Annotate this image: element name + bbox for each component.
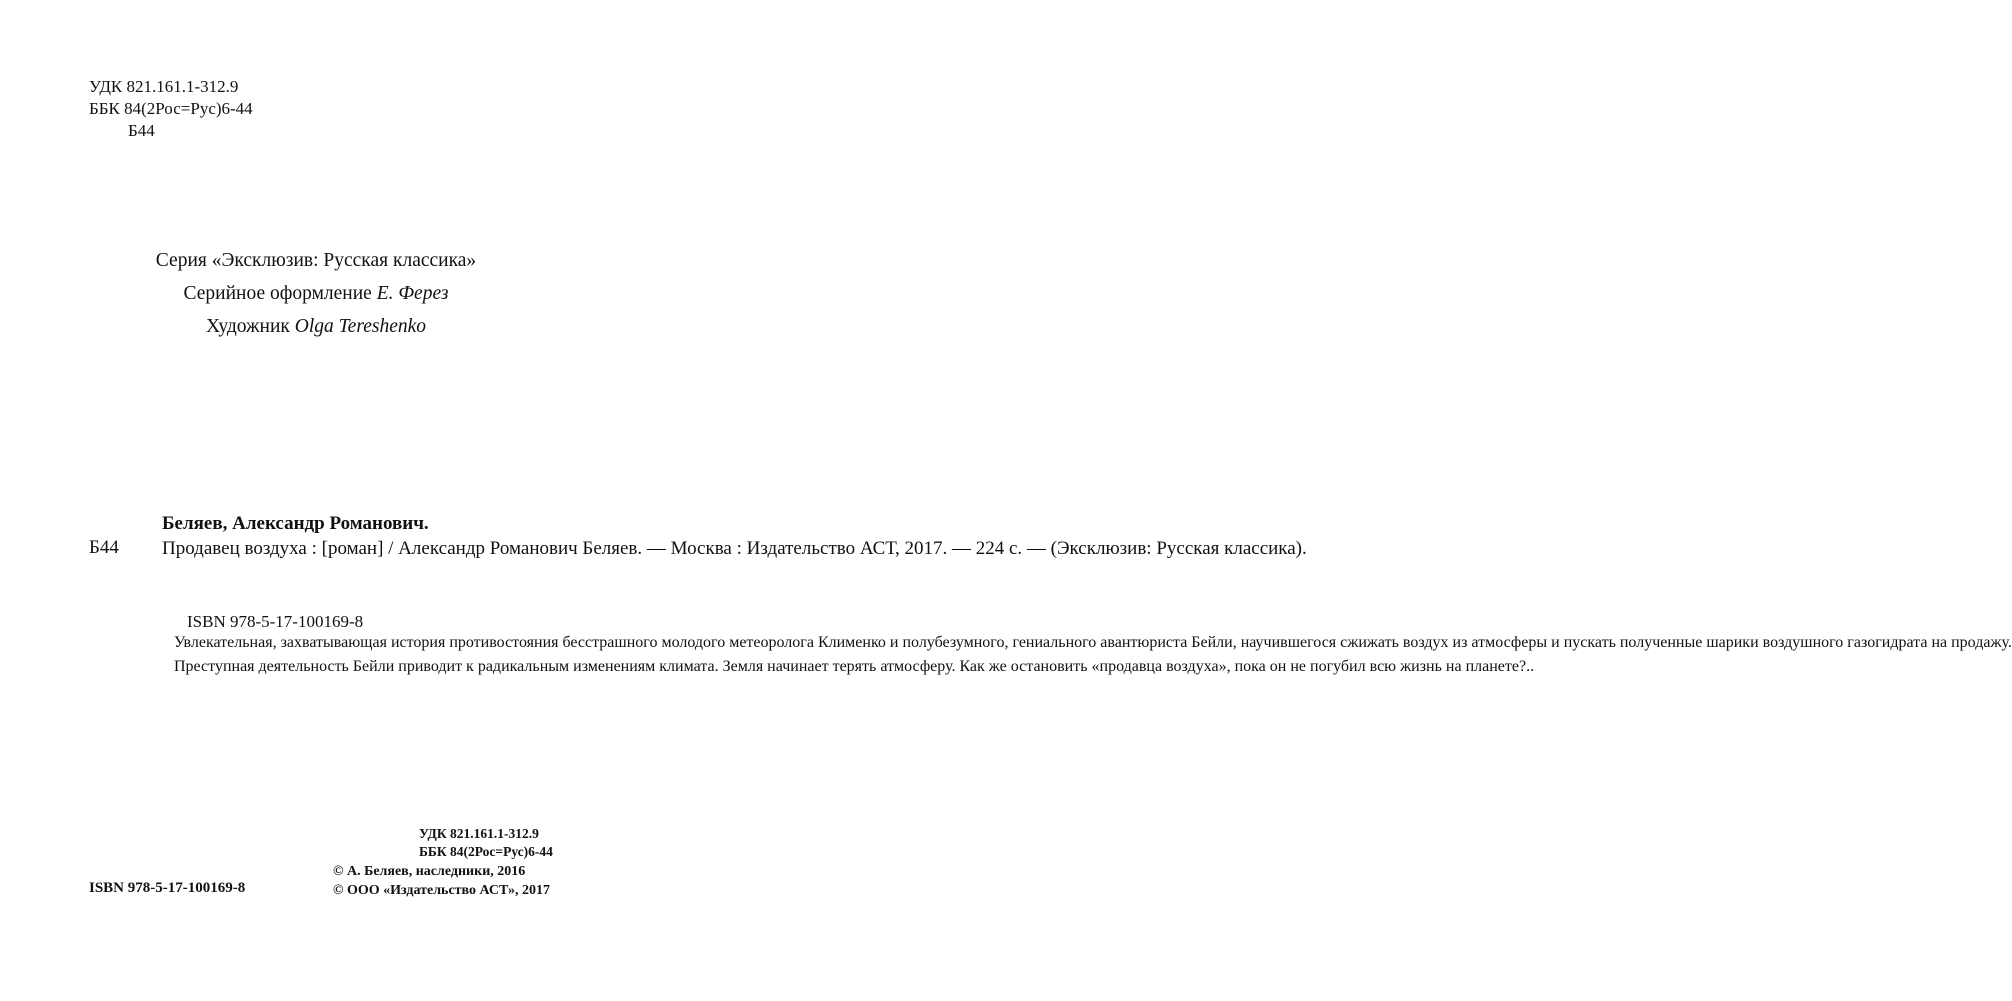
record-description: Продавец воздуха : [роман] / Александр Романович Беляев. — Москва : Издательство АСТ, 2017. — 224 с. — (Эксклюзив: Русская классика). xyxy=(162,538,1307,559)
copyright-block xyxy=(333,862,550,900)
series-line: Серия «Эксклюзив: Русская классика» xyxy=(155,250,477,271)
record-author-mark: Б44 xyxy=(89,537,119,558)
artist-label: Художник xyxy=(205,316,295,337)
bottom-classification-codes xyxy=(419,825,553,861)
design-label: Серийное оформление xyxy=(183,283,377,304)
bottom-udk-code: УДК 821.161.1-312.9 xyxy=(419,826,539,841)
bottom-isbn: ISBN 978-5-17-100169-8 xyxy=(89,880,246,896)
udk-code: УДК 821.161.1-312.9 xyxy=(89,77,239,96)
top-classification-codes xyxy=(89,76,253,142)
artist-line xyxy=(0,310,632,343)
artist-name: Olga Tereshenko xyxy=(294,316,427,337)
annotation xyxy=(162,632,2012,677)
author-heading: Беляев, Александр Романович. xyxy=(162,513,429,534)
author-mark: Б44 xyxy=(128,121,155,140)
bottom-bbk-code: ББК 84(2Рос=Рус)6-44 xyxy=(419,844,553,859)
annotation-paragraph-2: Преступная деятельность Бейли приводит к радикальным изменениям климата. Земля начинает терять атмосферу. Как же остановить «продавца воздуха», пока он не погубил всю жизнь на планете?.. xyxy=(174,658,1535,675)
design-line xyxy=(0,277,632,310)
copyright-author: © А. Беляев, наследники, 2016 xyxy=(333,864,526,879)
design-name: Е. Ферез xyxy=(376,283,449,304)
credits-block xyxy=(0,244,632,343)
copyright-publisher: © ООО «Издательство АСТ», 2017 xyxy=(333,883,551,898)
record-isbn: ISBN 978-5-17-100169-8 xyxy=(187,612,364,631)
bbk-code: ББК 84(2Рос=Рус)6-44 xyxy=(89,99,253,118)
annotation-paragraph-1: Увлекательная, захватывающая история противостояния бесстрашного молодого метеоролога Клименко и полубезумного, гениального авантюриста Бейли, научившегося сжижать воздух из атмосферы и пускать полученные шарики воздушного газогидрата на продажу. xyxy=(174,634,2012,651)
